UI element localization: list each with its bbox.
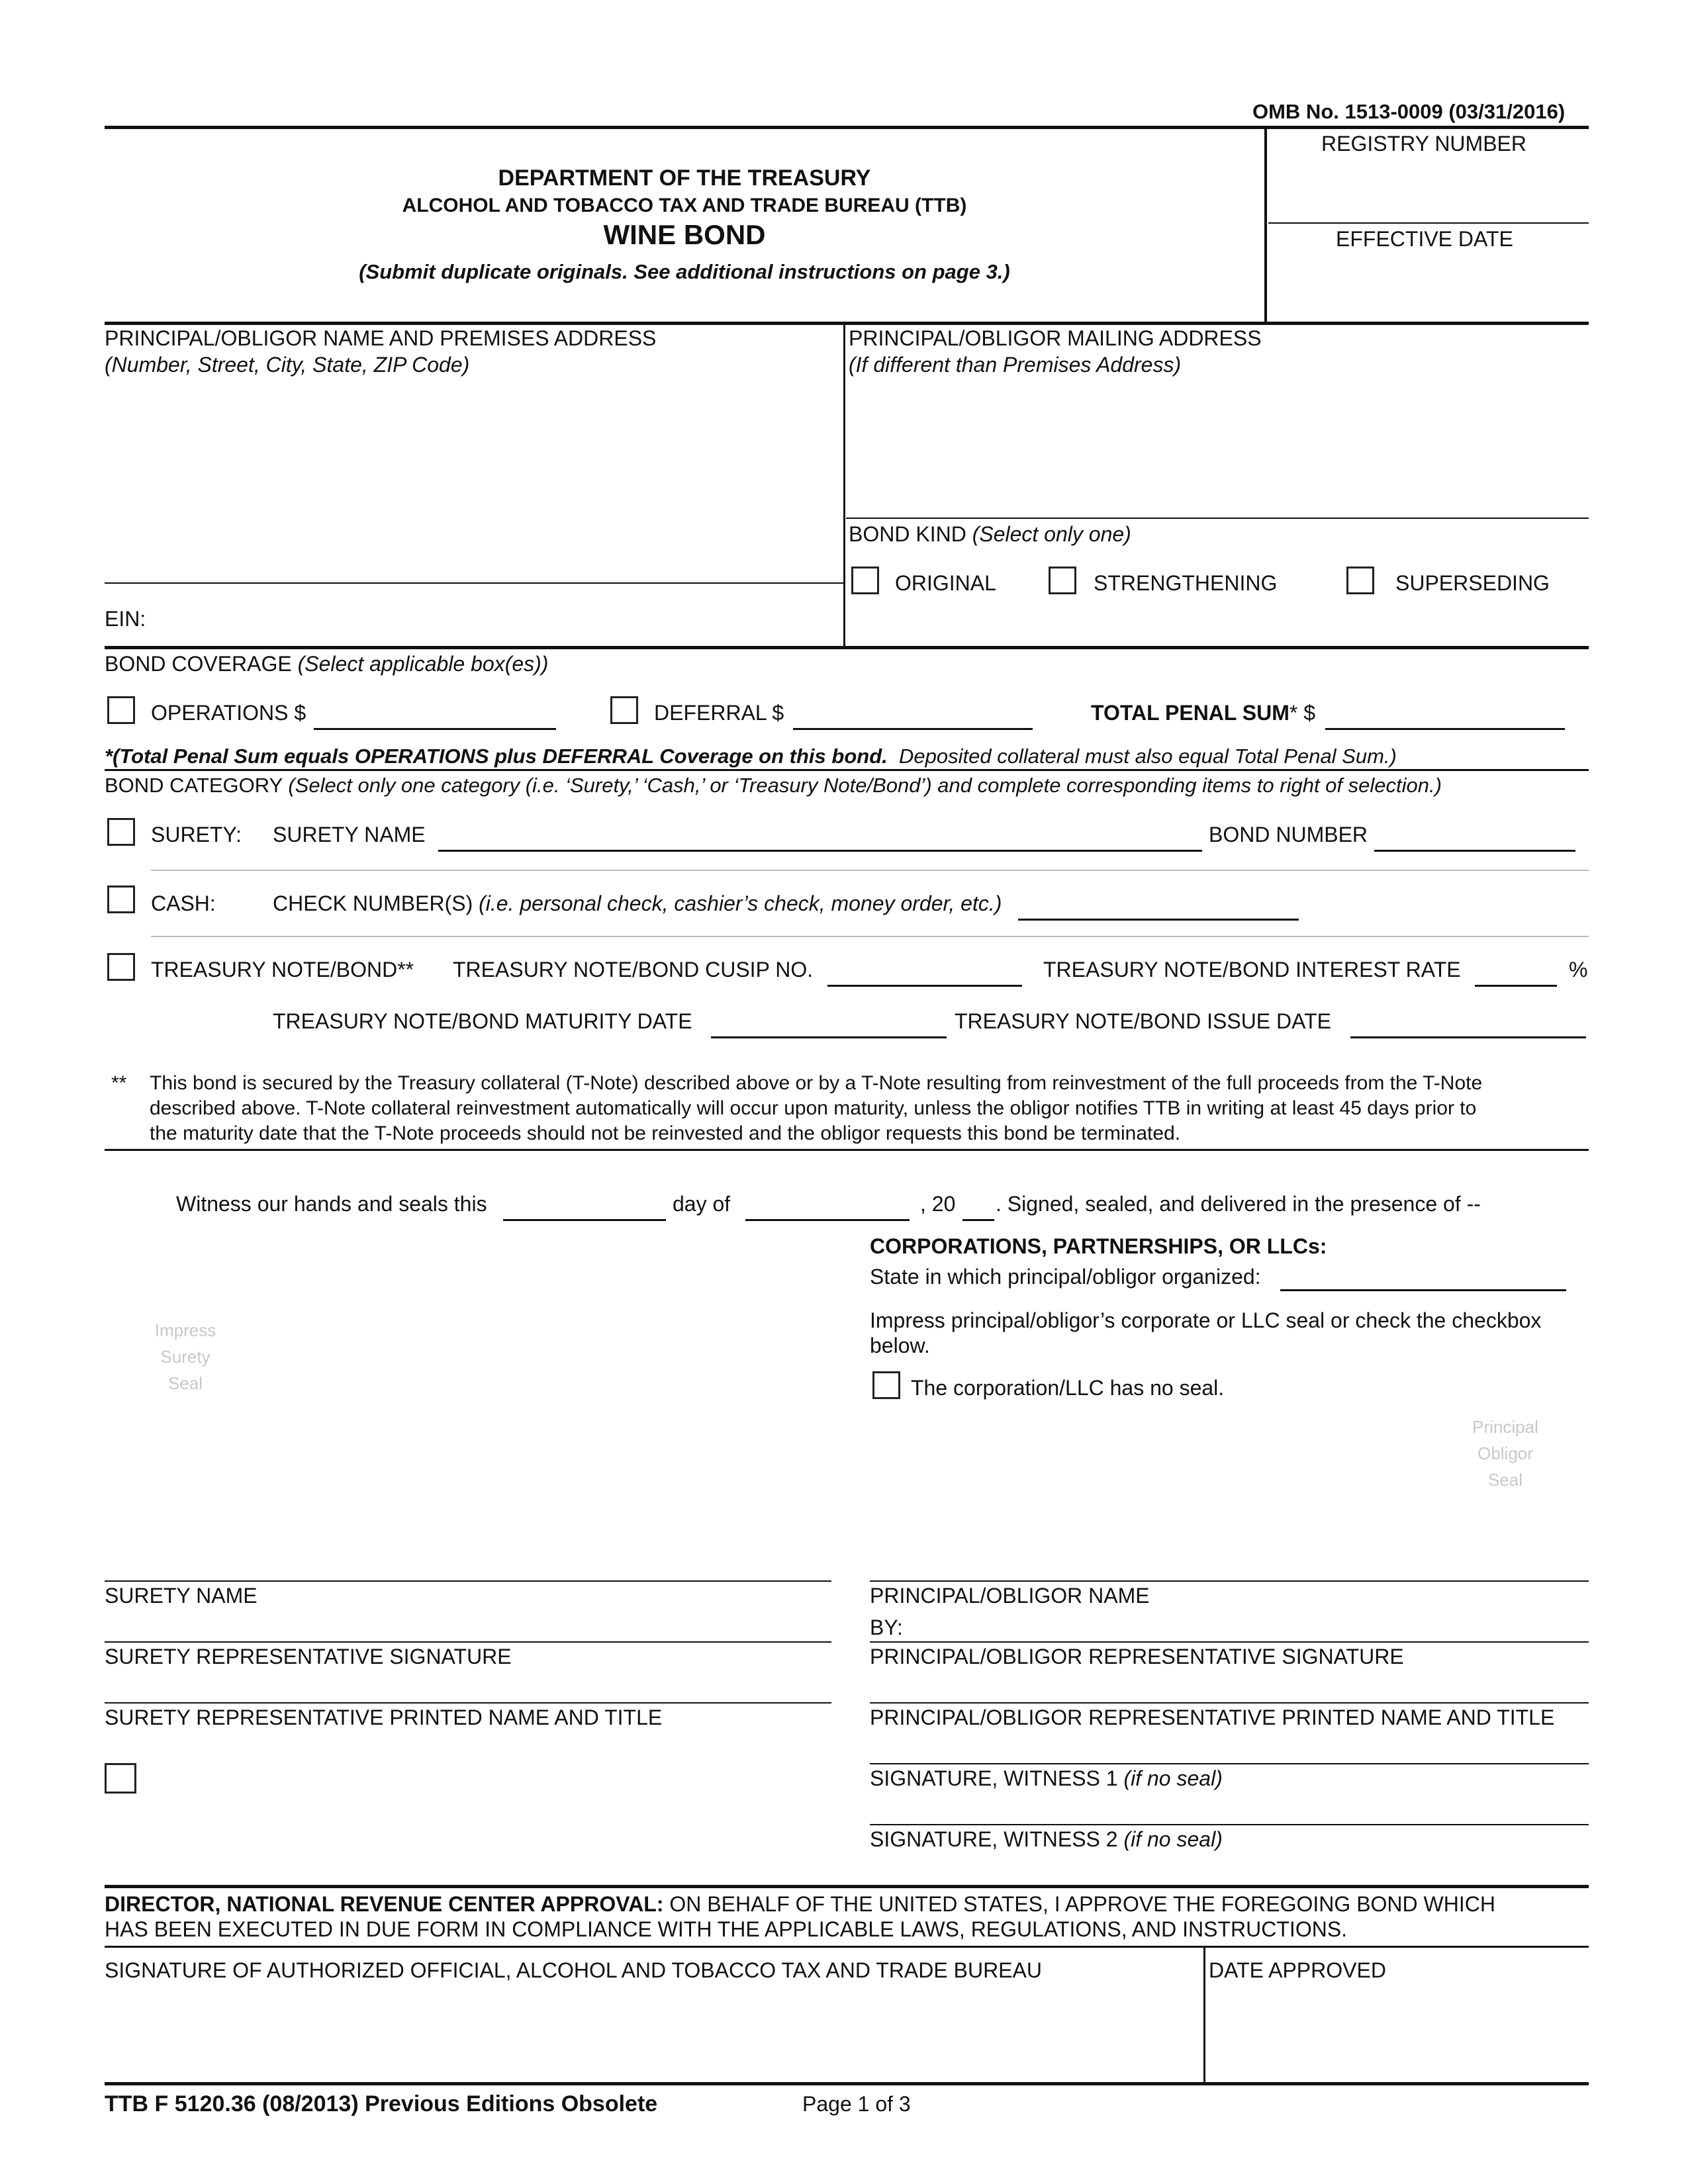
witness-text-2: day of — [673, 1192, 731, 1216]
approval-line-1: DIRECTOR, NATIONAL REVENUE CENTER APPROVAL: ON BEHALF OF THE UNITED STATES, I APPROVE THE FOREGOING BOND WHICH — [105, 1892, 1495, 1916]
surety-separator — [151, 870, 1589, 871]
principal-seal-placeholder: Principal Obligor Seal — [1472, 1417, 1538, 1490]
surety-rep-sig-rule — [105, 1641, 831, 1643]
coverage-bottom-rule — [105, 769, 1589, 771]
effective-date-field[interactable] — [1268, 251, 1589, 318]
registry-number-label: REGISTRY NUMBER — [1321, 132, 1526, 156]
principal-divider — [843, 324, 845, 647]
cusip-label: TREASURY NOTE/BOND CUSIP NO. — [453, 958, 814, 981]
principal-rep-name-label: PRINCIPAL/OBLIGOR REPRESENTATIVE PRINTED NAME AND TITLE — [870, 1706, 1555, 1729]
surety-category-label: SURETY: — [151, 823, 242, 846]
total-penal-sum-field[interactable] — [1325, 728, 1565, 730]
surety-name-field[interactable] — [438, 850, 1202, 852]
header-top-rule — [105, 126, 1589, 129]
footnote-line-3: the maturity date that the T-Note proceeds should not be reinvested and the obligor requests this bond be terminated. — [150, 1122, 1181, 1144]
check-numbers-label: CHECK NUMBER(S) (i.e. personal check, cashier’s check, money order, etc.) — [273, 891, 1002, 915]
total-penal-sum-label: TOTAL PENAL SUM* $ — [1091, 701, 1316, 725]
original-checkbox[interactable] — [851, 567, 879, 594]
no-seal-label: The corporation/LLC has no seal. — [911, 1376, 1225, 1400]
header-divider — [1264, 126, 1267, 322]
footnote-bottom-rule — [105, 1149, 1589, 1151]
ein-label: EIN: — [105, 607, 146, 631]
mailing-address-field[interactable] — [849, 381, 1583, 514]
mailing-rule — [846, 518, 1589, 519]
approval-line-2: HAS BEEN EXECUTED IN DUE FORM IN COMPLIANCE WITH THE APPLICABLE LAWS, REGULATIONS, AND INSTRUCTIONS. — [105, 1917, 1348, 1941]
surety-checkbox[interactable] — [107, 818, 135, 846]
cash-checkbox[interactable] — [107, 886, 135, 913]
check-numbers-field[interactable] — [1018, 919, 1299, 921]
date-approved-field[interactable] — [1209, 1985, 1586, 2078]
witness-text-3: , 20 — [920, 1192, 956, 1216]
maturity-date-label: TREASURY NOTE/BOND MATURITY DATE — [273, 1009, 692, 1033]
witness-2-label: SIGNATURE, WITNESS 2 (if no seal) — [870, 1827, 1223, 1851]
bureau-title: ALCOHOL AND TOBACCO TAX AND TRADE BUREAU (TTB) — [402, 195, 967, 216]
surety-name-label: SURETY NAME — [273, 823, 426, 846]
page-number: Page 1 of 3 — [802, 2092, 911, 2116]
registry-rule — [1268, 222, 1589, 224]
witness-text-4: . Signed, sealed, and delivered in the presence of -- — [996, 1192, 1481, 1216]
impress-seal-line-2: below. — [870, 1334, 930, 1357]
footnote-line-1: This bond is secured by the Treasury collateral (T-Note) described above or by a T-Note resulting from reinvestment of the full proceeds from the T-Note — [150, 1072, 1483, 1094]
corporations-heading: CORPORATIONS, PARTNERSHIPS, OR LLCs: — [870, 1234, 1327, 1258]
official-signature-label: SIGNATURE OF AUTHORIZED OFFICIAL, ALCOHOL AND TOBACCO TAX AND TRADE BUREAU — [105, 1958, 1042, 1982]
witness-2-rule — [870, 1824, 1589, 1825]
surety-name-rule — [105, 1580, 831, 1582]
operations-label: OPERATIONS $ — [151, 701, 306, 725]
principal-rep-name-rule — [870, 1702, 1589, 1704]
treasury-checkbox[interactable] — [107, 953, 135, 981]
bond-category-label: BOND CATEGORY (Select only one category (i.e. ‘Surety,’ ‘Cash,’ or ‘Treasury Note/Bond’) and complete corresponding items to right of selection.) — [105, 774, 1442, 797]
cusip-field[interactable] — [827, 985, 1022, 987]
no-seal-checkbox[interactable] — [872, 1371, 900, 1399]
principal-rep-sig-rule — [870, 1641, 1589, 1643]
interest-rate-field[interactable] — [1475, 985, 1557, 987]
surety-rep-name-rule — [105, 1702, 831, 1704]
witness-text-1: Witness our hands and seals this — [176, 1192, 487, 1216]
principal-bottom-rule — [105, 646, 1589, 649]
strengthening-checkbox[interactable] — [1049, 567, 1076, 594]
witness-month-field[interactable] — [745, 1219, 910, 1221]
superseding-checkbox[interactable] — [1346, 567, 1374, 594]
date-approved-label: DATE APPROVED — [1209, 1958, 1386, 1982]
bond-kind-label: BOND KIND (Select only one) — [849, 522, 1131, 546]
impress-seal-line-1: Impress principal/obligor’s corporate or LLC seal or check the checkbox — [870, 1308, 1542, 1332]
witness-1-label: SIGNATURE, WITNESS 1 (if no seal) — [870, 1766, 1223, 1790]
issue-date-field[interactable] — [1350, 1036, 1586, 1038]
approval-top-rule — [105, 1885, 1589, 1888]
footnote-mark: ** — [111, 1072, 127, 1094]
superseding-label: SUPERSEDING — [1395, 571, 1550, 595]
bond-number-field[interactable] — [1374, 850, 1575, 852]
omb-number: OMB No. 1513-0009 (03/31/2016) — [1252, 100, 1566, 123]
deferral-label: DEFERRAL $ — [654, 701, 784, 725]
effective-date-label: EFFECTIVE DATE — [1336, 227, 1513, 251]
department-title: DEPARTMENT OF THE TREASURY — [498, 165, 871, 191]
surety-seal-placeholder: Impress Surety Seal — [154, 1320, 216, 1393]
principal-name-sig-label: PRINCIPAL/OBLIGOR NAME — [870, 1584, 1150, 1608]
header-bottom-rule — [105, 322, 1589, 325]
operations-amount-field[interactable] — [314, 728, 556, 730]
state-organized-field[interactable] — [1280, 1289, 1566, 1291]
principal-name-rule — [870, 1580, 1589, 1582]
original-label: ORIGINAL — [895, 571, 996, 595]
deferral-checkbox[interactable] — [610, 696, 638, 724]
surety-rep-name-label: SURETY REPRESENTATIVE PRINTED NAME AND TITLE — [105, 1706, 663, 1729]
witness-year-field[interactable] — [962, 1219, 994, 1221]
official-signature-field[interactable] — [105, 1985, 1197, 2078]
form-title: WINE BOND — [603, 219, 766, 250]
bond-coverage-label: BOND COVERAGE (Select applicable box(es)) — [105, 652, 549, 676]
principal-rep-sig-label: PRINCIPAL/OBLIGOR REPRESENTATIVE SIGNATURE — [870, 1645, 1404, 1668]
approval-end-rule — [105, 2082, 1589, 2085]
operations-checkbox[interactable] — [107, 696, 135, 724]
witness-day-field[interactable] — [503, 1219, 666, 1221]
footnote-line-2: described above. T-Note collateral reinvestment automatically will occur upon maturity, unless the obligor notifies TTB in writing at least 45 days prior to — [150, 1097, 1477, 1119]
treasury-category-label: TREASURY NOTE/BOND** — [151, 958, 414, 981]
ein-field[interactable] — [152, 600, 834, 639]
premises-address-label: PRINCIPAL/OBLIGOR NAME AND PREMISES ADDRESS — [105, 326, 657, 350]
interest-rate-label: TREASURY NOTE/BOND INTEREST RATE — [1043, 958, 1461, 981]
premises-address-sublabel: (Number, Street, City, State, ZIP Code) — [105, 353, 470, 377]
maturity-date-field[interactable] — [711, 1036, 947, 1038]
mailing-address-sublabel: (If different than Premises Address) — [849, 353, 1182, 377]
strengthening-label: STRENGTHENING — [1094, 571, 1278, 595]
premises-address-field[interactable] — [105, 381, 839, 580]
registry-number-field[interactable] — [1268, 156, 1589, 222]
state-organized-label: State in which principal/obligor organized: — [870, 1265, 1261, 1289]
cash-separator — [151, 936, 1589, 937]
approval-divider — [1203, 1947, 1205, 2082]
penal-sum-note: *(Total Penal Sum equals OPERATIONS plus DEFERRAL Coverage on this bond. Deposited collateral must also equal Total Penal Sum.) — [105, 745, 1397, 768]
form-instructions: (Submit duplicate originals. See additional instructions on page 3.) — [359, 260, 1010, 283]
mailing-address-label: PRINCIPAL/OBLIGOR MAILING ADDRESS — [849, 326, 1262, 350]
premises-rule — [105, 582, 843, 584]
bond-number-label: BOND NUMBER — [1209, 823, 1368, 846]
form-number: TTB F 5120.36 (08/2013) Previous Editions Obsolete — [105, 2091, 658, 2116]
surety-rep-sig-label: SURETY REPRESENTATIVE SIGNATURE — [105, 1645, 512, 1668]
percent-sign: % — [1569, 958, 1588, 981]
by-label: BY: — [870, 1615, 903, 1639]
surety-name-sig-label: SURETY NAME — [105, 1584, 258, 1608]
deferral-amount-field[interactable] — [793, 728, 1033, 730]
approval-bottom-rule — [105, 1946, 1589, 1948]
surety-extra-checkbox[interactable] — [105, 1763, 136, 1794]
issue-date-label: TREASURY NOTE/BOND ISSUE DATE — [955, 1009, 1331, 1033]
cash-category-label: CASH: — [151, 891, 216, 915]
witness-1-rule — [870, 1763, 1589, 1764]
